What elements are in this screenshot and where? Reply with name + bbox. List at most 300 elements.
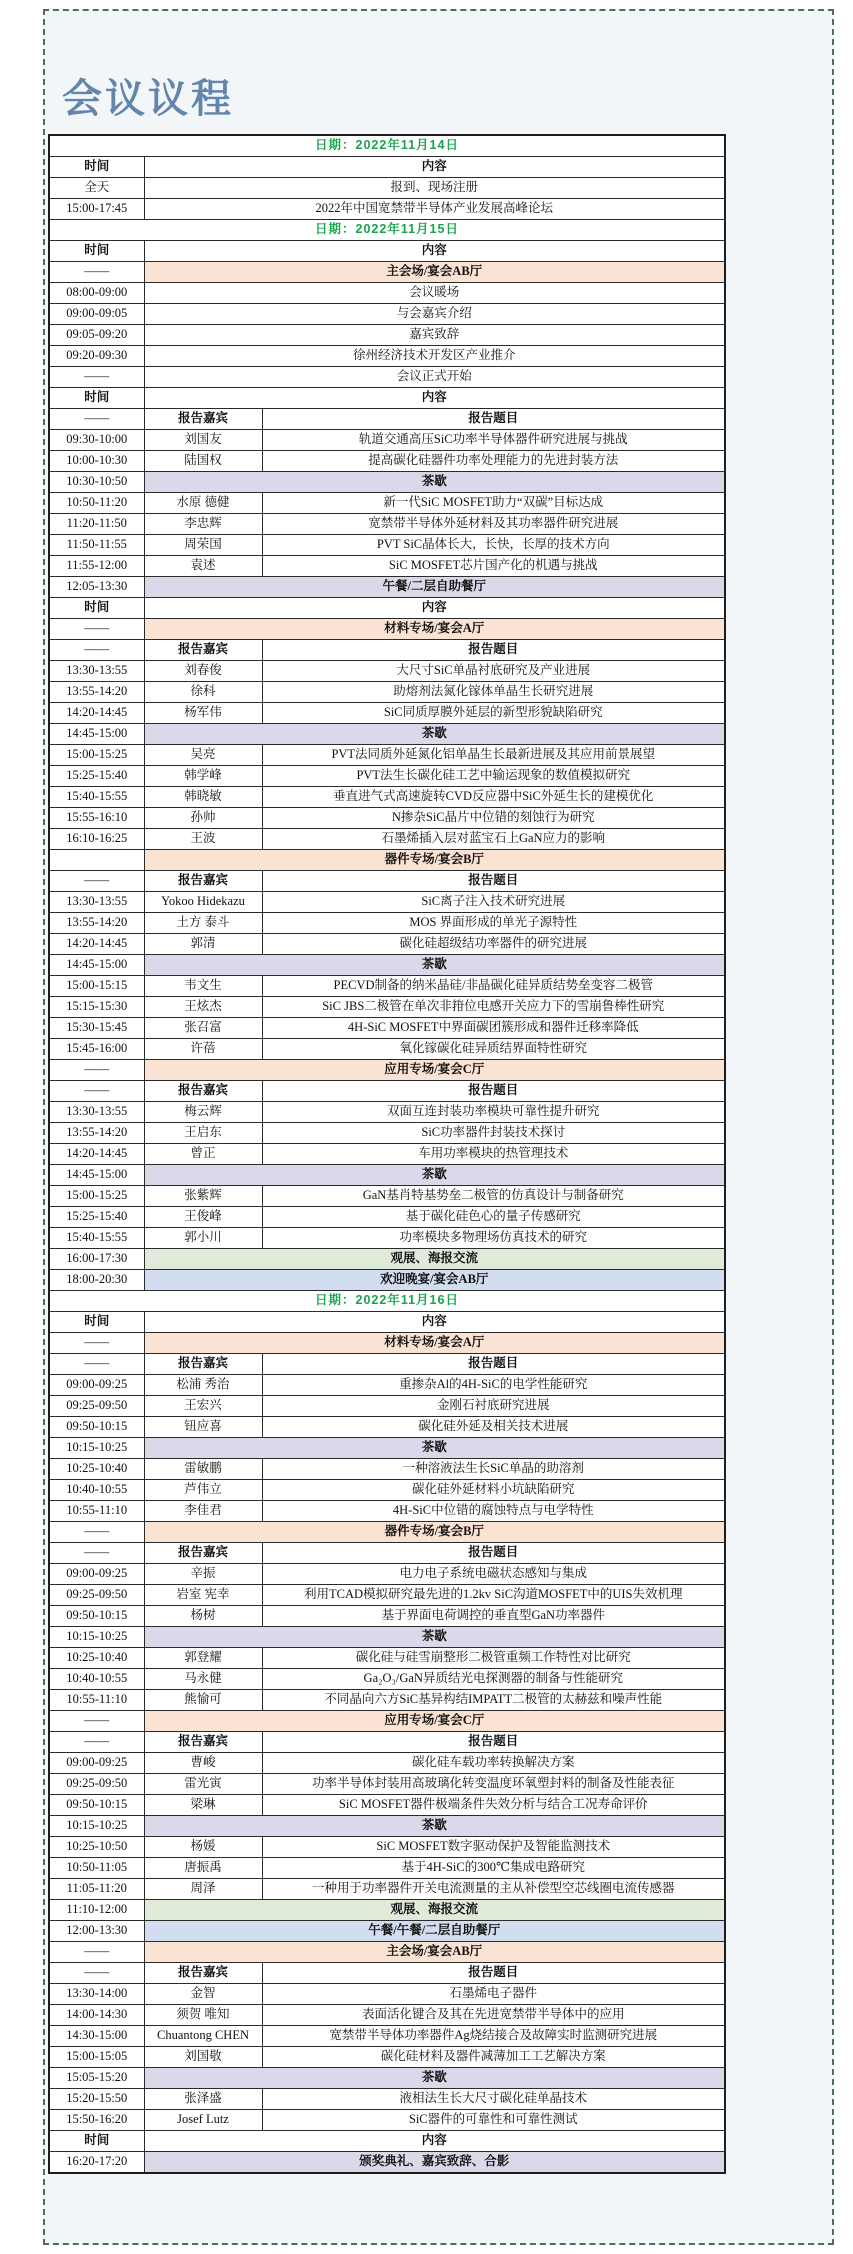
title-cell: Ga₂O₃/GaN异质结光电探测器的制备与性能研究 bbox=[262, 1669, 725, 1690]
agenda-row bbox=[49, 598, 725, 619]
title-cell: 助熔剂法氮化镓体单晶生长研究进展 bbox=[262, 682, 725, 703]
time-cell: —— bbox=[49, 871, 144, 892]
agenda-table-wrap bbox=[48, 134, 726, 2174]
agenda-row bbox=[49, 1417, 725, 1438]
time-cell: 11:50-11:55 bbox=[49, 535, 144, 556]
agenda-row bbox=[49, 976, 725, 997]
speaker-cell: 王波 bbox=[144, 829, 262, 850]
title-cell: 一种溶液法生长SiC单晶的助溶剂 bbox=[262, 1459, 725, 1480]
speaker-cell: 土方 泰斗 bbox=[144, 913, 262, 934]
title-cell: 垂直进气式高速旋转CVD反应器中SiC外延生长的建模优化 bbox=[262, 787, 725, 808]
title-col-header: 报告题目 bbox=[262, 1354, 725, 1375]
agenda-row bbox=[49, 724, 725, 745]
agenda-row bbox=[49, 2047, 725, 2068]
agenda-row bbox=[49, 262, 725, 283]
time-cell: 15:00-15:05 bbox=[49, 2047, 144, 2068]
title-col-header: 报告题目 bbox=[262, 871, 725, 892]
speaker-cell: 金智 bbox=[144, 1984, 262, 2005]
title-cell: 提高碳化硅器件功率处理能力的先进封装方法 bbox=[262, 451, 725, 472]
content-col-header: 内容 bbox=[144, 1312, 725, 1333]
agenda-row bbox=[49, 1396, 725, 1417]
title-cell: SiC功率器件封装技术探讨 bbox=[262, 1123, 725, 1144]
time-cell: 15:45-16:00 bbox=[49, 1039, 144, 1060]
speaker-cell: 唐振禹 bbox=[144, 1858, 262, 1879]
time-cell: —— bbox=[49, 640, 144, 661]
title-cell: 液相法生长大尺寸碳化硅单晶技术 bbox=[262, 2089, 725, 2110]
speaker-cell: Josef Lutz bbox=[144, 2110, 262, 2131]
time-cell: 12:00-13:30 bbox=[49, 1921, 144, 1942]
title-cell: 双面互连封装功率模块可靠性提升研究 bbox=[262, 1102, 725, 1123]
break-cell: 午餐/二层自助餐厅 bbox=[144, 577, 725, 598]
agenda-row bbox=[49, 1375, 725, 1396]
title-cell: PVT SiC晶体长大，长快，长厚的技术方向 bbox=[262, 535, 725, 556]
time-cell: 15:00-15:25 bbox=[49, 1186, 144, 1207]
agenda-row bbox=[49, 2005, 725, 2026]
agenda-row bbox=[49, 1081, 725, 1102]
break-cell: 茶歇 bbox=[144, 1816, 725, 1837]
time-col-header: 时间 bbox=[49, 2131, 144, 2152]
time-cell: 10:50-11:05 bbox=[49, 1858, 144, 1879]
time-cell: 09:25-09:50 bbox=[49, 1585, 144, 1606]
content-cell: 徐州经济技术开发区产业推介 bbox=[144, 346, 725, 367]
agenda-row bbox=[49, 1186, 725, 1207]
break-cell: 观展、海报交流 bbox=[144, 1900, 725, 1921]
agenda-row bbox=[49, 1333, 725, 1354]
title-col-header: 报告题目 bbox=[262, 409, 725, 430]
agenda-row bbox=[49, 283, 725, 304]
agenda-table bbox=[48, 134, 726, 2174]
time-cell: 09:00-09:25 bbox=[49, 1753, 144, 1774]
speaker-cell: 刘春俊 bbox=[144, 661, 262, 682]
agenda-row bbox=[49, 1816, 725, 1837]
break-cell: 茶歇 bbox=[144, 2068, 725, 2089]
speaker-cell: 李佳君 bbox=[144, 1501, 262, 1522]
agenda-row bbox=[49, 808, 725, 829]
content-cell: 与会嘉宾介绍 bbox=[144, 304, 725, 325]
agenda-row bbox=[49, 1207, 725, 1228]
speaker-col-header: 报告嘉宾 bbox=[144, 640, 262, 661]
time-cell: 10:30-10:50 bbox=[49, 472, 144, 493]
agenda-row bbox=[49, 1732, 725, 1753]
time-cell: 15:25-15:40 bbox=[49, 766, 144, 787]
agenda-row bbox=[49, 1060, 725, 1081]
agenda-row bbox=[49, 577, 725, 598]
title-cell: MOS 界面形成的单光子源特性 bbox=[262, 913, 725, 934]
time-cell: —— bbox=[49, 1732, 144, 1753]
agenda-row bbox=[49, 682, 725, 703]
speaker-col-header: 报告嘉宾 bbox=[144, 1543, 262, 1564]
speaker-cell: 须贺 唯知 bbox=[144, 2005, 262, 2026]
agenda-row bbox=[49, 1711, 725, 1732]
speaker-cell: 郭登耀 bbox=[144, 1648, 262, 1669]
agenda-row bbox=[49, 451, 725, 472]
time-cell: 16:10-16:25 bbox=[49, 829, 144, 850]
agenda-row bbox=[49, 241, 725, 262]
agenda-row bbox=[49, 640, 725, 661]
time-cell: 09:20-09:30 bbox=[49, 346, 144, 367]
agenda-row bbox=[49, 1795, 725, 1816]
speaker-col-header: 报告嘉宾 bbox=[144, 871, 262, 892]
time-cell: 15:40-15:55 bbox=[49, 1228, 144, 1249]
agenda-row bbox=[49, 367, 725, 388]
speaker-cell: 周泽 bbox=[144, 1879, 262, 1900]
speaker-cell: 岩室 宪幸 bbox=[144, 1585, 262, 1606]
title-cell: SiC MOSFET数字驱动保护及智能监测技术 bbox=[262, 1837, 725, 1858]
content-cell: 会议正式开始 bbox=[144, 367, 725, 388]
title-cell: PVT法生长碳化硅工艺中输运现象的数值模拟研究 bbox=[262, 766, 725, 787]
content-col-header: 内容 bbox=[144, 388, 725, 409]
venue-cell: 材料专场/宴会A厅 bbox=[144, 1333, 725, 1354]
agenda-row bbox=[49, 1648, 725, 1669]
venue-cell: 应用专场/宴会C厅 bbox=[144, 1060, 725, 1081]
title-cell: 碳化硅超级结功率器件的研究进展 bbox=[262, 934, 725, 955]
title-cell: SiC MOSFET器件极端条件失效分析与结合工况寿命评价 bbox=[262, 1795, 725, 1816]
title-cell: 轨道交通高压SiC功率半导体器件研究进展与挑战 bbox=[262, 430, 725, 451]
time-cell: 15:00-15:25 bbox=[49, 745, 144, 766]
time-cell: 13:30-13:55 bbox=[49, 892, 144, 913]
time-cell: 15:00-15:15 bbox=[49, 976, 144, 997]
time-cell: 15:20-15:50 bbox=[49, 2089, 144, 2110]
break-cell: 午餐/午餐/二层自助餐厅 bbox=[144, 1921, 725, 1942]
time-cell: 09:50-10:15 bbox=[49, 1795, 144, 1816]
date-header-row bbox=[49, 135, 725, 157]
agenda-row bbox=[49, 955, 725, 976]
time-cell: 10:25-10:40 bbox=[49, 1648, 144, 1669]
time-cell: 09:30-10:00 bbox=[49, 430, 144, 451]
agenda-row bbox=[49, 2110, 725, 2131]
time-cell: 15:25-15:40 bbox=[49, 1207, 144, 1228]
speaker-cell: 张泽盛 bbox=[144, 2089, 262, 2110]
speaker-cell: 松浦 秀治 bbox=[144, 1375, 262, 1396]
title-cell: 功率半导体封装用高玻璃化转变温度环氧塑封料的制备及性能表征 bbox=[262, 1774, 725, 1795]
agenda-row bbox=[49, 1879, 725, 1900]
speaker-cell: 王炫杰 bbox=[144, 997, 262, 1018]
speaker-cell: 张召富 bbox=[144, 1018, 262, 1039]
speaker-cell: 芦伟立 bbox=[144, 1480, 262, 1501]
time-col-header: 时间 bbox=[49, 598, 144, 619]
time-cell: 13:30-13:55 bbox=[49, 1102, 144, 1123]
speaker-cell: 杨树 bbox=[144, 1606, 262, 1627]
date-header: 日期：2022年11月16日 bbox=[49, 1291, 725, 1312]
speaker-cell: Chuantong CHEN bbox=[144, 2026, 262, 2047]
time-cell: 10:00-10:30 bbox=[49, 451, 144, 472]
speaker-cell: 辛振 bbox=[144, 1564, 262, 1585]
agenda-row bbox=[49, 157, 725, 178]
time-cell: 13:55-14:20 bbox=[49, 1123, 144, 1144]
agenda-row bbox=[49, 1669, 725, 1690]
speaker-col-header: 报告嘉宾 bbox=[144, 409, 262, 430]
time-cell: 14:30-15:00 bbox=[49, 2026, 144, 2047]
speaker-col-header: 报告嘉宾 bbox=[144, 1732, 262, 1753]
speaker-cell: 王宏兴 bbox=[144, 1396, 262, 1417]
agenda-row bbox=[49, 430, 725, 451]
agenda-row bbox=[49, 1900, 725, 1921]
agenda-row bbox=[49, 892, 725, 913]
title-cell: 碳化硅外延及相关技术进展 bbox=[262, 1417, 725, 1438]
speaker-cell: 韩晓敏 bbox=[144, 787, 262, 808]
break-cell: 茶歇 bbox=[144, 1627, 725, 1648]
time-cell: —— bbox=[49, 619, 144, 640]
agenda-row bbox=[49, 1984, 725, 2005]
agenda-row bbox=[49, 871, 725, 892]
time-cell: 11:05-11:20 bbox=[49, 1879, 144, 1900]
content-cell: 会议暖场 bbox=[144, 283, 725, 304]
title-cell: 表面活化键合及其在先进宽禁带半导体中的应用 bbox=[262, 2005, 725, 2026]
agenda-row bbox=[49, 829, 725, 850]
break-cell: 茶歇 bbox=[144, 472, 725, 493]
time-cell: 10:50-11:20 bbox=[49, 493, 144, 514]
agenda-row bbox=[49, 1501, 725, 1522]
title-col-header: 报告题目 bbox=[262, 1732, 725, 1753]
speaker-cell: 钮应喜 bbox=[144, 1417, 262, 1438]
agenda-row bbox=[49, 409, 725, 430]
speaker-cell: 张紫辉 bbox=[144, 1186, 262, 1207]
title-cell: 新一代SiC MOSFET助力“双碳”目标达成 bbox=[262, 493, 725, 514]
speaker-cell: 马永健 bbox=[144, 1669, 262, 1690]
title-cell: SiC离子注入技术研究进展 bbox=[262, 892, 725, 913]
title-cell: 重掺杂Al的4H-SiC的电学性能研究 bbox=[262, 1375, 725, 1396]
time-col-header: 时间 bbox=[49, 157, 144, 178]
time-cell: 15:40-15:55 bbox=[49, 787, 144, 808]
agenda-row bbox=[49, 1963, 725, 1984]
agenda-row bbox=[49, 1018, 725, 1039]
time-cell: 16:00-17:30 bbox=[49, 1249, 144, 1270]
title-cell: 金刚石衬底研究进展 bbox=[262, 1396, 725, 1417]
time-cell: 15:00-17:45 bbox=[49, 199, 144, 220]
agenda-row bbox=[49, 472, 725, 493]
speaker-cell: 梁琳 bbox=[144, 1795, 262, 1816]
agenda-row bbox=[49, 1921, 725, 1942]
agenda-row bbox=[49, 1837, 725, 1858]
title-cell: SiC同质厚膜外延层的新型形貌缺陷研究 bbox=[262, 703, 725, 724]
speaker-cell: 韦文生 bbox=[144, 976, 262, 997]
agenda-row bbox=[49, 1228, 725, 1249]
date-header: 日期：2022年11月14日 bbox=[49, 135, 725, 157]
title-cell: 4H-SiC MOSFET中界面碳团簇形成和器件迁移率降低 bbox=[262, 1018, 725, 1039]
speaker-cell: 杨媛 bbox=[144, 1837, 262, 1858]
title-cell: 一种用于功率器件开关电流测量的主从补偿型空芯线圈电流传感器 bbox=[262, 1879, 725, 1900]
title-cell: 大尺寸SiC单晶衬底研究及产业进展 bbox=[262, 661, 725, 682]
agenda-row bbox=[49, 1039, 725, 1060]
title-cell: 基于4H-SiC的300℃集成电路研究 bbox=[262, 1858, 725, 1879]
speaker-col-header: 报告嘉宾 bbox=[144, 1354, 262, 1375]
time-cell: 13:55-14:20 bbox=[49, 682, 144, 703]
title-cell: 碳化硅外延材料小坑缺陷研究 bbox=[262, 1480, 725, 1501]
time-cell: 15:05-15:20 bbox=[49, 2068, 144, 2089]
time-cell: 09:05-09:20 bbox=[49, 325, 144, 346]
time-cell: 09:25-09:50 bbox=[49, 1774, 144, 1795]
speaker-cell: 水原 德健 bbox=[144, 493, 262, 514]
content-col-header: 内容 bbox=[144, 598, 725, 619]
title-cell: 碳化硅材料及器件减薄加工工艺解决方案 bbox=[262, 2047, 725, 2068]
content-cell: 2022年中国宽禁带半导体产业发展高峰论坛 bbox=[144, 199, 725, 220]
agenda-row bbox=[49, 1543, 725, 1564]
venue-cell: 器件专场/宴会B厅 bbox=[144, 850, 725, 871]
time-cell: —— bbox=[49, 1711, 144, 1732]
agenda-row bbox=[49, 1312, 725, 1333]
time-cell: 11:10-12:00 bbox=[49, 1900, 144, 1921]
title-cell: 碳化硅与硅雪崩整形二极管重频工作特性对比研究 bbox=[262, 1648, 725, 1669]
time-cell: 14:45-15:00 bbox=[49, 724, 144, 745]
agenda-row bbox=[49, 535, 725, 556]
time-cell: 13:30-13:55 bbox=[49, 661, 144, 682]
break-cell: 茶歇 bbox=[144, 1438, 725, 1459]
time-cell: 09:00-09:25 bbox=[49, 1375, 144, 1396]
title-cell: SiC器件的可靠性和可靠性测试 bbox=[262, 2110, 725, 2131]
agenda-row bbox=[49, 325, 725, 346]
break-cell: 颁奖典礼、嘉宾致辞、合影 bbox=[144, 2152, 725, 2174]
time-cell: 11:20-11:50 bbox=[49, 514, 144, 535]
time-cell: 10:25-10:40 bbox=[49, 1459, 144, 1480]
title-cell: SiC MOSFET芯片国产化的机遇与挑战 bbox=[262, 556, 725, 577]
speaker-cell: 陆国权 bbox=[144, 451, 262, 472]
time-cell: 12:05-13:30 bbox=[49, 577, 144, 598]
agenda-row bbox=[49, 2089, 725, 2110]
agenda-row bbox=[49, 178, 725, 199]
venue-cell: 材料专场/宴会A厅 bbox=[144, 619, 725, 640]
speaker-cell: 袁述 bbox=[144, 556, 262, 577]
time-cell: —— bbox=[49, 1354, 144, 1375]
speaker-cell: 曾正 bbox=[144, 1144, 262, 1165]
title-col-header: 报告题目 bbox=[262, 640, 725, 661]
speaker-col-header: 报告嘉宾 bbox=[144, 1081, 262, 1102]
agenda-row bbox=[49, 1459, 725, 1480]
time-cell: 15:30-15:45 bbox=[49, 1018, 144, 1039]
time-cell: 全天 bbox=[49, 178, 144, 199]
time-col-header: 时间 bbox=[49, 241, 144, 262]
content-cell: 报到、现场注册 bbox=[144, 178, 725, 199]
venue-cell: 主会场/宴会AB厅 bbox=[144, 1942, 725, 1963]
title-cell: 基于碳化硅色心的量子传感研究 bbox=[262, 1207, 725, 1228]
title-cell: 石墨烯电子器件 bbox=[262, 1984, 725, 2005]
agenda-row bbox=[49, 1690, 725, 1711]
time-cell: 09:00-09:25 bbox=[49, 1564, 144, 1585]
time-cell: —— bbox=[49, 1543, 144, 1564]
time-cell: 14:20-14:45 bbox=[49, 934, 144, 955]
speaker-cell: 许蓓 bbox=[144, 1039, 262, 1060]
time-cell: 14:00-14:30 bbox=[49, 2005, 144, 2026]
time-cell: 15:55-16:10 bbox=[49, 808, 144, 829]
agenda-row bbox=[49, 1564, 725, 1585]
time-cell: —— bbox=[49, 1963, 144, 1984]
title-cell: 石墨烯插入层对蓝宝石上GaN应力的影响 bbox=[262, 829, 725, 850]
speaker-cell: 周荣国 bbox=[144, 535, 262, 556]
title-cell: PVT法同质外延氮化铝单晶生长最新进展及其应用前景展望 bbox=[262, 745, 725, 766]
time-cell: 10:15-10:25 bbox=[49, 1438, 144, 1459]
agenda-row bbox=[49, 1165, 725, 1186]
speaker-cell: 刘国友 bbox=[144, 430, 262, 451]
time-cell: 09:00-09:05 bbox=[49, 304, 144, 325]
agenda-row bbox=[49, 556, 725, 577]
date-header: 日期：2022年11月15日 bbox=[49, 220, 725, 241]
time-cell: 11:55-12:00 bbox=[49, 556, 144, 577]
speaker-cell: 李忠辉 bbox=[144, 514, 262, 535]
title-cell: 4H-SiC中位错的腐蚀特点与电学特性 bbox=[262, 1501, 725, 1522]
agenda-row bbox=[49, 703, 725, 724]
title-cell: SiC JBS二极管在单次非箝位电感开关应力下的雪崩鲁棒性研究 bbox=[262, 997, 725, 1018]
agenda-row bbox=[49, 745, 725, 766]
agenda-row bbox=[49, 1102, 725, 1123]
agenda-row bbox=[49, 2026, 725, 2047]
title-col-header: 报告题目 bbox=[262, 1963, 725, 1984]
time-cell: —— bbox=[49, 1942, 144, 1963]
agenda-row bbox=[49, 1753, 725, 1774]
agenda-row bbox=[49, 1585, 725, 1606]
title-cell: 利用TCAD模拟研究最先进的1.2kv SiC沟道MOSFET中的UIS失效机理 bbox=[262, 1585, 725, 1606]
speaker-cell: 曹峻 bbox=[144, 1753, 262, 1774]
speaker-cell: 郭小川 bbox=[144, 1228, 262, 1249]
time-cell: 13:30-14:00 bbox=[49, 1984, 144, 2005]
agenda-row bbox=[49, 1480, 725, 1501]
speaker-cell: 孙帅 bbox=[144, 808, 262, 829]
title-cell: 车用功率模块的热管理技术 bbox=[262, 1144, 725, 1165]
agenda-row bbox=[49, 1270, 725, 1291]
agenda-row bbox=[49, 199, 725, 220]
agenda-row bbox=[49, 913, 725, 934]
agenda-row bbox=[49, 1438, 725, 1459]
agenda-row bbox=[49, 787, 725, 808]
time-cell: —— bbox=[49, 1522, 144, 1543]
title-cell: PECVD制备的纳米晶硅/非晶碳化硅异质结势垒变容二极管 bbox=[262, 976, 725, 997]
time-cell: 10:25-10:50 bbox=[49, 1837, 144, 1858]
time-cell: —— bbox=[49, 1060, 144, 1081]
agenda-row bbox=[49, 1858, 725, 1879]
speaker-col-header: 报告嘉宾 bbox=[144, 1963, 262, 1984]
content-col-header: 内容 bbox=[144, 241, 725, 262]
agenda-row bbox=[49, 850, 725, 871]
speaker-cell: 雷敏鹏 bbox=[144, 1459, 262, 1480]
agenda-row bbox=[49, 997, 725, 1018]
venue-cell: 主会场/宴会AB厅 bbox=[144, 262, 725, 283]
break-cell: 茶歇 bbox=[144, 955, 725, 976]
time-col-header: 时间 bbox=[49, 388, 144, 409]
time-cell: 09:25-09:50 bbox=[49, 1396, 144, 1417]
agenda-row bbox=[49, 619, 725, 640]
speaker-cell: 熊愉可 bbox=[144, 1690, 262, 1711]
agenda-row bbox=[49, 1144, 725, 1165]
time-cell: 13:55-14:20 bbox=[49, 913, 144, 934]
content-col-header: 内容 bbox=[144, 2131, 725, 2152]
time-col-header: 时间 bbox=[49, 1312, 144, 1333]
date-header-row bbox=[49, 1291, 725, 1312]
title-cell: 宽禁带半导体功率器件Ag烧结接合及故障实时监测研究进展 bbox=[262, 2026, 725, 2047]
agenda-row bbox=[49, 1123, 725, 1144]
time-cell bbox=[49, 850, 144, 871]
agenda-row bbox=[49, 1522, 725, 1543]
speaker-cell: 王启东 bbox=[144, 1123, 262, 1144]
title-cell: 功率模块多物理场仿真技术的研究 bbox=[262, 1228, 725, 1249]
title-cell: 基于界面电荷调控的垂直型GaN功率器件 bbox=[262, 1606, 725, 1627]
venue-cell: 应用专场/宴会C厅 bbox=[144, 1711, 725, 1732]
time-cell: 08:00-09:00 bbox=[49, 283, 144, 304]
agenda-row bbox=[49, 1354, 725, 1375]
page-title: 会议议程 bbox=[62, 76, 234, 121]
time-cell: 09:50-10:15 bbox=[49, 1417, 144, 1438]
break-cell: 茶歇 bbox=[144, 724, 725, 745]
agenda-row bbox=[49, 1606, 725, 1627]
venue-cell: 器件专场/宴会B厅 bbox=[144, 1522, 725, 1543]
agenda-row bbox=[49, 514, 725, 535]
agenda-row bbox=[49, 1249, 725, 1270]
agenda-row bbox=[49, 2068, 725, 2089]
title-cell: 氧化镓碳化硅异质结界面特性研究 bbox=[262, 1039, 725, 1060]
time-cell: 10:15-10:25 bbox=[49, 1627, 144, 1648]
time-cell: 09:50-10:15 bbox=[49, 1606, 144, 1627]
speaker-cell: 刘国敬 bbox=[144, 2047, 262, 2068]
agenda-row bbox=[49, 346, 725, 367]
agenda-row bbox=[49, 1942, 725, 1963]
speaker-cell: 吴亮 bbox=[144, 745, 262, 766]
